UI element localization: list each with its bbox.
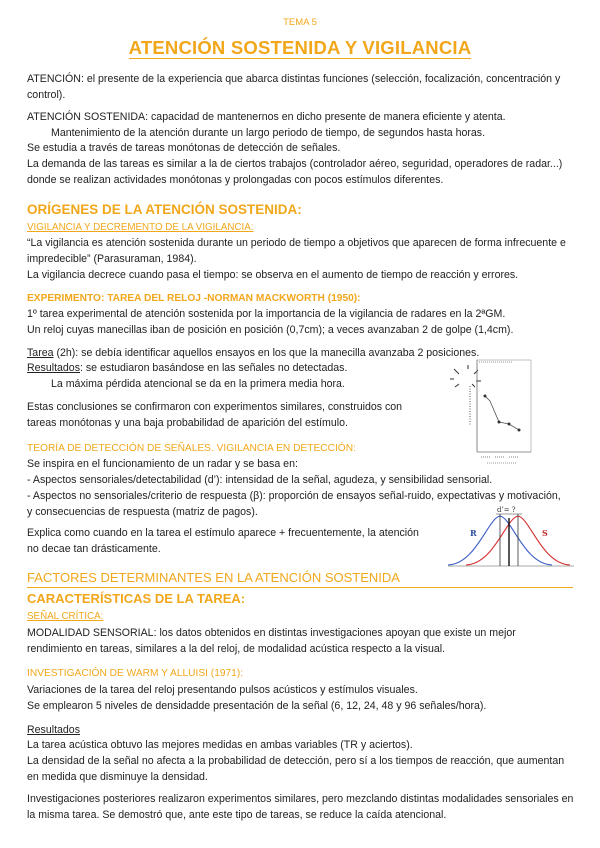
page-title: ATENCIÓN SOSTENIDA Y VIGILANCIA: [128, 37, 472, 58]
vigilancia-decrece: La vigilancia decrece cuando pasa el tiempo: se observa en el aumento de tiempo de reacción y errores.: [27, 269, 519, 281]
res-line2: La densidad de la señal no afecta a la probabilidad de detección, pero sí a los tiempos de reacción, que aumentan en medida que disminuye la densidad.: [27, 755, 565, 783]
experimento-line2: Un reloj cuyas manecillas iban de posición en posición (0,7cm); a veces avanzaban 2 de golpe (1,4cm).: [27, 324, 514, 336]
figure-background: [436, 506, 576, 568]
factores-underline: [27, 587, 573, 588]
sostenida-line3: Se estudia a través de tareas monótonas de detección de señales.: [27, 142, 341, 154]
modalidad-sensorial: MODALIDAD SENSORIAL: los datos obtenidos en distintas investigaciones apoyan que existe un mejor rendimiento en tareas, similares a la del reloj, de modalidad acústica respecto a la visual.: [27, 627, 516, 655]
caracteristicas-heading: CARACTERÍSTICAS DE LA TAREA:: [27, 591, 246, 606]
graph-point: [518, 429, 521, 432]
sostenida-line4: La demanda de las tareas es similar a la de ciertos trabajos (controlador aéreo, seguridad, operadores de radar...) donde se realizan actividades monótonas y prolongadas con pocos estímulos diferentes.: [27, 158, 563, 186]
teoria-line3: - Aspectos no sensoriales/criterio de respuesta (β): proporción de ensayos señal-ruido, expectativas y motivación, y consecuencias de respuesta (matriz de pagos).: [27, 490, 561, 518]
dprime-label: d’= ?: [497, 506, 516, 514]
experimento-line1: 1º tarea experimental de atención sostenida por la importancia de la vigilancia de radares en la 2ªGM.: [27, 308, 506, 320]
experimento-heading: EXPERIMENTO: TAREA DEL RELOJ -NORMAN MACKWORTH (1950):: [27, 293, 361, 304]
warm-line2: Se emplearon 5 niveles de densidadde presentación de la señal (6, 12, 24, 48 y 96 señales/hora).: [27, 700, 487, 712]
mackworth-decline-graph: [463, 356, 535, 468]
teoria-heading: TEORÍA DE DETECCIÓN DE SEÑALES. VIGILANCIA EN DETECCIÓN:: [27, 443, 356, 454]
vigilancia-subheading: VIGILANCIA Y DECREMENTO DE LA VIGILANCIA:: [27, 222, 254, 233]
tema-label: TEMA 5: [283, 17, 317, 28]
sostenida-line1: ATENCIÓN SOSTENIDA: capacidad de mantenernos en dicho presente de manera eficiente y atenta.: [27, 111, 506, 123]
graph-point: [484, 395, 487, 398]
resultados-line: Resultados: se estudiaron basándose en las señales no detectadas.: [27, 362, 348, 374]
tarea-line: Tarea (2h): se debía identificar aquellos ensayos en los que la manecilla avanzaba 2 posiciones.: [27, 347, 480, 359]
teoria-line4: Explica como cuando en la tarea el estímulo aparece + frecuentemente, la atención no decae tan drásticamente.: [27, 527, 419, 555]
clock-tick: [454, 369, 459, 374]
origenes-heading: ORÍGENES DE LA ATENCIÓN SOSTENIDA:: [27, 202, 302, 217]
signal-detection-figure: [436, 506, 576, 568]
graph-decline-line: [485, 396, 519, 430]
graph-frame: [477, 360, 531, 452]
res-line1: La tarea acústica obtuvo las mejores medidas en ambas variables (TR y aciertos).: [27, 739, 413, 751]
factores-heading: FACTORES DETERMINANTES EN LA ATENCIÓN SOSTENIDA: [27, 570, 400, 585]
posteriores: Investigaciones posteriores realizaron experimentos similares, pero mezclando distintas modalidades sensoriales en la misma tarea. Se demostró que, ante este tipo de tareas, se reduce la caída atencional.: [27, 793, 574, 821]
warm-heading: INVESTIGACIÓN DE WARM Y ALLUISI (1971):: [27, 668, 244, 679]
resultados-label-2: Resultados: [27, 724, 80, 736]
atencion-definition: ATENCIÓN: el presente de la experiencia que abarca distintas funciones (selección, focalización, concentración y control).: [27, 73, 561, 101]
resultados-line2: La máxima pérdida atencional se da en la primera media hora.: [51, 378, 345, 390]
resultados-label: Resultados: [27, 362, 80, 374]
sostenida-line2: Mantenimiento de la atención durante un largo periodo de tiempo, de segundos hasta horas.: [51, 127, 486, 139]
s-label: S: [542, 528, 548, 538]
tarea-label: Tarea: [27, 347, 54, 359]
graph-point: [508, 423, 511, 426]
teoria-line2: - Aspectos sensoriales/detectabilidad (d’): intensidad de la señal, agudeza, y sensibilidad sensorial.: [27, 474, 493, 486]
graph-point: [498, 421, 501, 424]
r-label: R: [470, 528, 477, 538]
conclusiones: Estas conclusiones se confirmaron con experimentos similares, construidos con tareas monótonas y una baja probabilidad de aparición del estímulo.: [27, 401, 403, 429]
teoria-line1: Se inspira en el funcionamiento de un radar y se basa en:: [27, 458, 298, 470]
senal-critica-subheading: SEÑAL CRÍTICA:: [27, 611, 104, 622]
warm-line1: Variaciones de la tarea del reloj presentando pulsos acústicos y estímulos visuales.: [27, 684, 418, 696]
vigilancia-quote: “La vigilancia es atención sostenida durante un periodo de tiempo a objetivos que aparecen de forma infrecuente e impredecible” (Parasuraman, 1984).: [27, 237, 566, 265]
clock-tick: [455, 384, 459, 387]
